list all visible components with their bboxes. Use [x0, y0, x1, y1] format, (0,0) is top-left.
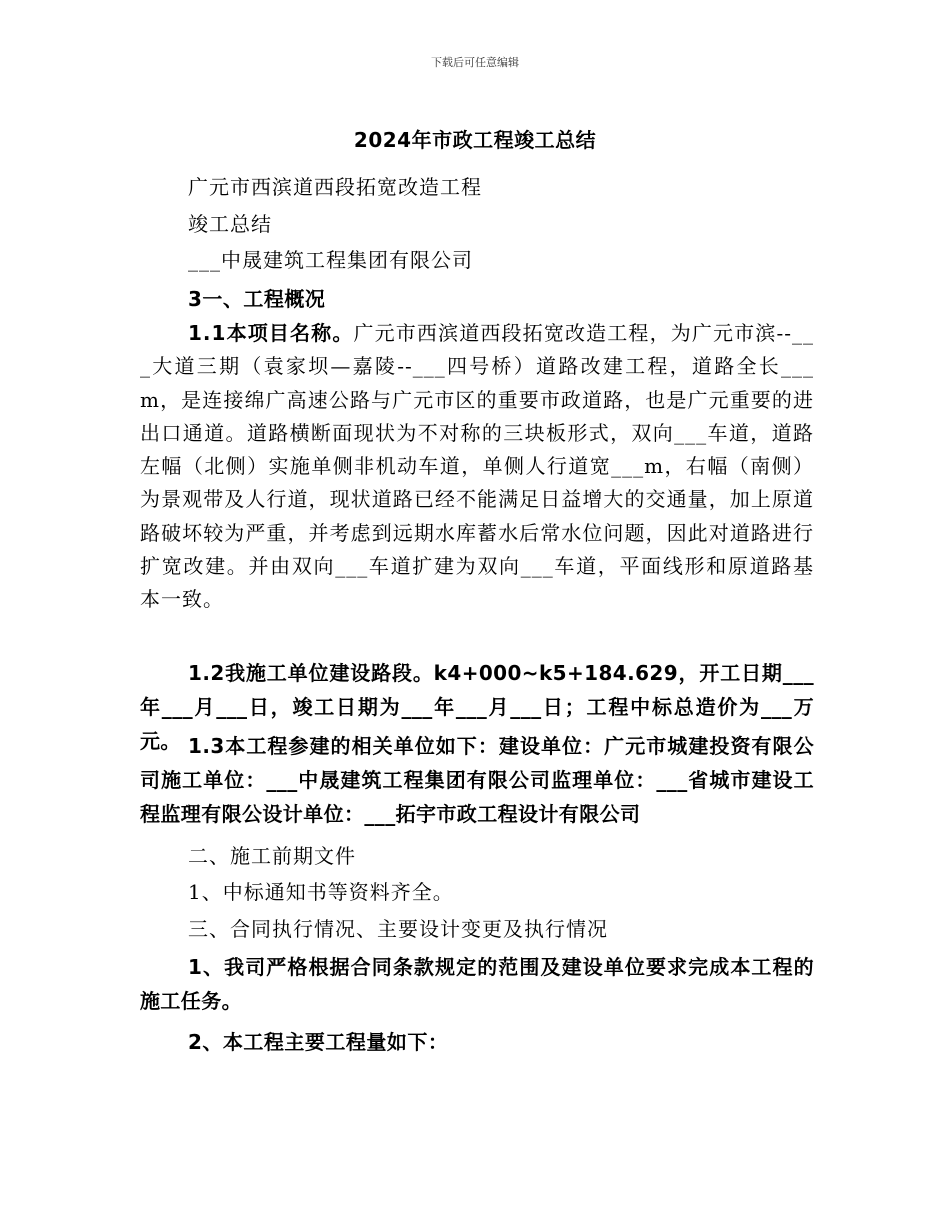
section-3-heading: 三、合同执行情况、主要设计变更及执行情况: [188, 917, 608, 941]
company-line: ___中晟建筑工程集团有限公司: [188, 248, 473, 272]
project-name-line: 广元市西滨道西段拓宽改造工程: [188, 175, 482, 199]
section-3-item-2: 2、本工程主要工程量如下：: [188, 1030, 449, 1054]
document-title: 2024年市政工程竣工总结: [353, 128, 597, 152]
section-1-heading: 3一、工程概况: [188, 287, 326, 311]
section-2-item-1: 1、中标通知书等资料齐全。: [188, 880, 454, 904]
paragraph-1-1-text: 广元市西滨道西段拓宽改造工程，为广元市滨--___大道三期（袁家坝—嘉陵--___四号桥）道路改建工程，道路全长___m，是连接绵广高速公路与广元市区的重要市政道路，也是广元重要的进出口通道。道路横断面现状为不对称的三块板形式，双向___车道，道路左幅（北侧）实施单侧非机动车道，单侧人行道宽___m，右幅（南侧）为景观带及人行道，现状道路已经不能满足日益增大的交通量，加上原道路破坏较为严重，并考虑到远期水库蓄水后常水位问题，因此对道路进行扩宽改建。并由双向___车道扩建为双向___车道，平面线形和原道路基本一致。: [140, 321, 814, 612]
doc-type-line: 竣工总结: [188, 212, 272, 236]
header-note: 下载后可任意编辑: [431, 56, 519, 69]
paragraph-1-1: [140, 317, 814, 617]
section-3-item-1: 1、我司严格根据合同条款规定的范围及建设单位要求完成本工程的施工任务。: [140, 955, 814, 1013]
paragraph-1-3: 1.3本工程参建的相关单位如下：建设单位：广元市城建投资有限公司施工单位：___中晟建筑工程集团有限公司监理单位：___省城市建设工程监理有限公设计单位：___拓宇市政工程设计有限公司: [140, 734, 814, 826]
section-2-heading: 二、施工前期文件: [188, 844, 356, 868]
paragraph-1-1-label: 1.1本项目名称。: [188, 321, 354, 345]
paragraph-1-2: 1.2我施工单位建设路段。k4+000~k5+184.629，开工日期___年___月___日，竣工日期为___年___月___日；工程中标总造价为___万元。: [140, 661, 814, 753]
